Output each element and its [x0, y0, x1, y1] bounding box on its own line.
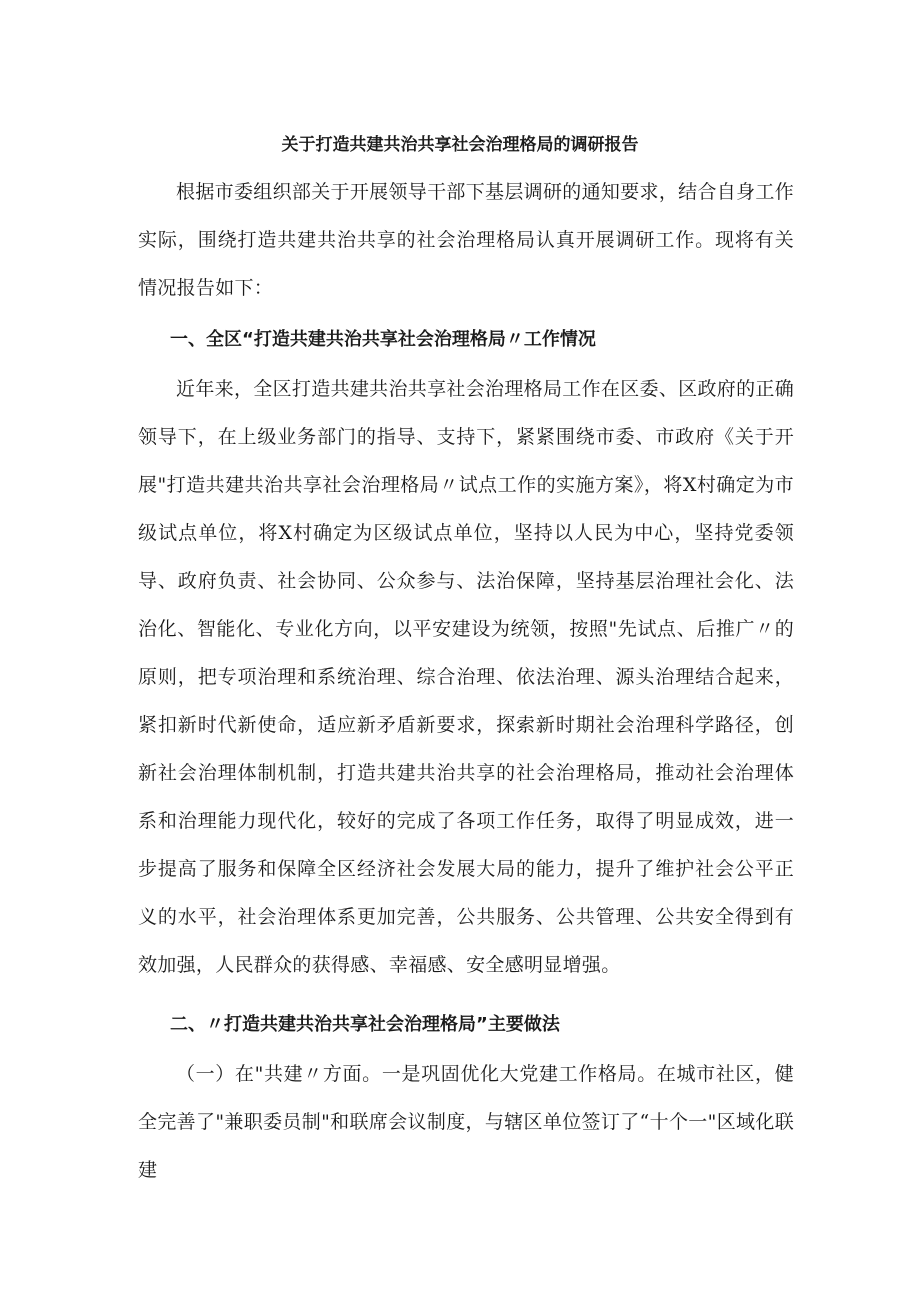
section-one-heading: 一、全区“打造共建共治共享社会治理格局〃工作情况 — [170, 329, 596, 350]
section-two-paragraph: （一）在"共建〃方面。一是巩固优化大党建工作格局。在城市社区，健全完善了"兼职委员制"和联席会议制度，与辖区单位签订了“十个一"区域化联建 — [138, 1063, 794, 1181]
section-one-paragraph: 近年来，全区打造共建共治共享社会治理格局工作在区委、区政府的正确领导下，在上级业务部门的指导、支持下，紧紧围绕市委、市政府《关于开展"打造共建共治共享社会治理格局〃试点工作的实施方案》，将X村确定为市级试点单位，将X村确定为区级试点单位，坚持以人民为中心，坚持党委领导、政府负责、社会协同、公众参与、法治保障，坚持基层治理社会化、法治化、智能化、专业化方向，以平安建设为统领，按照"先试点、后推广〃的原则，把专项治理和系统治理、综合治理、依法治理、源头治理结合起来，紧扣新时代新使命，适应新矛盾新要求，探索新时期社会治理科学路径，创新社会治理体制机制，打造共建共治共享的社会治理格局，推动社会治理体系和治理能力现代化，较好的完成了各项工作任务，取得了明显成效，进一步提高了服务和保障全区经济社会发展大局的能力，提升了维护社会公平正义的水平，社会治理体系更加完善，公共服务、公共管理、公共安全得到有效加强，人民群众的获得感、幸福感、安全感明显增强。 — [138, 378, 794, 976]
intro-paragraph: 根据市委组织部关于开展领导干部下基层调研的通知要求，结合自身工作实际，围绕打造共建共治共享的社会治理格局认真开展调研工作。现将有关情况报告如下： — [138, 181, 794, 299]
section-two-heading: 二、〃打造共建共治共享社会治理格局”主要做法 — [170, 1014, 560, 1035]
document-title: 关于打造共建共治共享社会治理格局的调研报告 — [281, 135, 639, 155]
